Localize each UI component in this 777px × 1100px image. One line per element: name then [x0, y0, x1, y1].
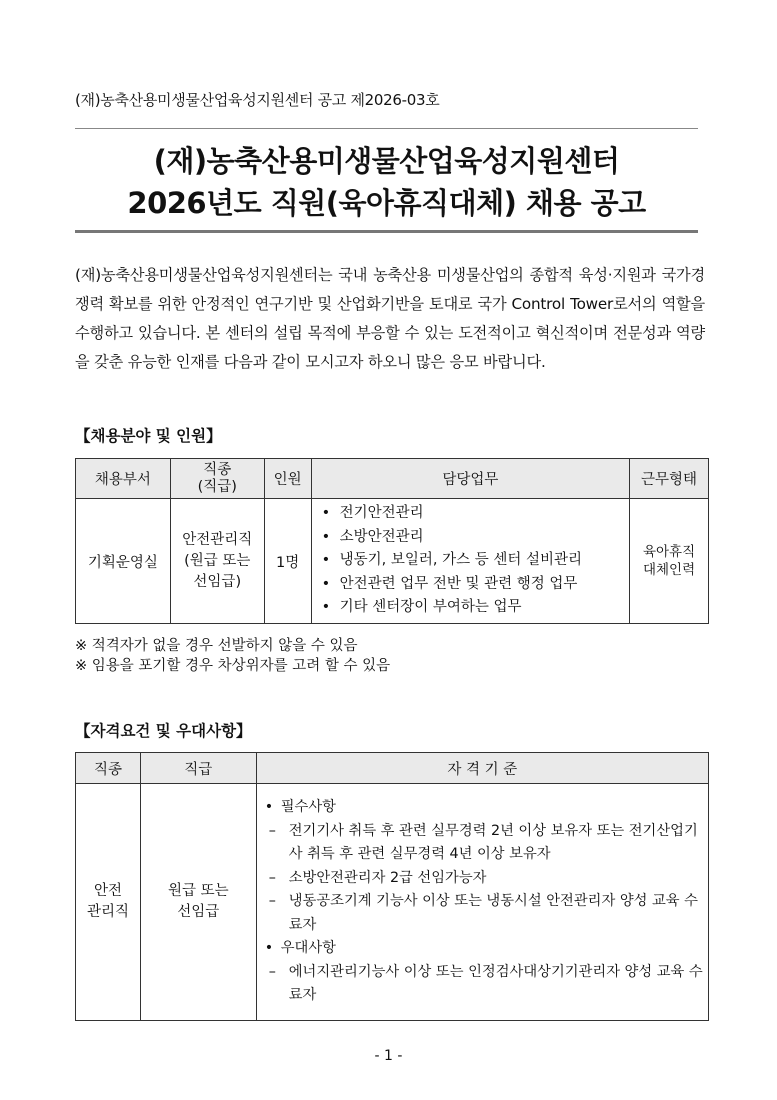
page-number: - 1 -: [374, 1048, 403, 1064]
note-item: ※ 적격자가 없을 경우 선발하지 않을 수 있음: [75, 638, 358, 654]
job-line2: (원급 또는: [184, 552, 251, 569]
work-type-line1: 육아휴직: [642, 544, 696, 560]
duties-list: [312, 502, 629, 620]
required-item: – 냉동공조기계 기능사 이상 또는 냉동시설 안전관리자 양성 교육 수료자: [265, 890, 708, 937]
title-line-1: (재)농축산용미생물산업육성지원센터: [153, 144, 620, 178]
list-item: • 소방안전관리: [322, 526, 629, 550]
job-line3: 선임급): [193, 573, 242, 590]
section-recruitment-title: 【채용분야 및 인원】: [75, 427, 222, 445]
cell-criteria: [256, 784, 708, 1021]
notice-number: (재)농축산용미생물산업육성지원센터 공고 제2026-03호: [75, 91, 440, 109]
job-type-line2: 관리직: [86, 904, 129, 920]
recruitment-table: [75, 458, 709, 624]
header-headcount: 인원: [264, 459, 311, 499]
note-item: ※ 임용을 포기할 경우 차상위자를 고려 할 수 있음: [75, 658, 391, 674]
list-item: • 기타 센터장이 부여하는 업무: [322, 596, 629, 620]
header-department: 채용부서: [76, 459, 171, 499]
list-item: • 전기안전관리: [322, 502, 629, 526]
cell-duties: [311, 499, 629, 624]
required-label: • 필수사항: [265, 796, 708, 820]
list-item: • 안전관련 업무 전반 및 관련 행정 업무: [322, 573, 629, 597]
table-header-row: [76, 753, 709, 784]
list-item: • 냉동기, 보일러, 가스 등 센터 설비관리: [322, 549, 629, 573]
notes: [75, 636, 390, 676]
title-line-2: 2026년도 직원(육아휴직대체) 채용 공고: [127, 186, 646, 220]
required-item: – 소방안전관리자 2급 선임가능자: [265, 867, 708, 891]
cell-job-type: [170, 499, 264, 624]
header-grade: 직급: [140, 753, 256, 784]
table-row: [76, 499, 709, 624]
section-qualification-title: 【자격요건 및 우대사항】: [75, 722, 252, 740]
table-header-row: [76, 459, 709, 499]
title-divider: [75, 230, 698, 233]
grade-line1: 원급 또는: [167, 883, 229, 899]
required-item: – 전기기사 취득 후 관련 실무경력 2년 이상 보유자 또는 전기산업기사 취득 후 관련 실무경력 4년 이상 보유자: [265, 820, 708, 867]
header-job-type: 직종: [76, 753, 141, 784]
qualification-table: [75, 752, 709, 1021]
cell-department: 기획운영실: [76, 499, 171, 624]
preferred-label: • 우대사항: [265, 937, 708, 961]
grade-line2: 선임급: [177, 904, 220, 920]
job-line1: 안전관리직: [182, 531, 253, 548]
intro-paragraph: (재)농축산용미생물산업육성지원센터는 국내 농축산용 미생물산업의 종합적 육성·지원과 국가경쟁력 확보를 위한 안정적인 연구기반 및 산업화기반을 토대로 국가 Control Tower로서의 역할을 수행하고 있습니다. 본 센터의 설립 목적에 부응할 수 있는 도전적이고 혁신적이며 전문성과 역량을 갖춘 유능한 인재를 다음과 같이 모시고자 하오니 많은 응모 바랍니다.: [75, 266, 705, 371]
header-job-type-line1: 직종: [203, 461, 232, 478]
cell-work-type: [630, 499, 709, 624]
work-type-line2: 대체인력: [642, 562, 696, 578]
header-job-type-line2: (직급): [197, 478, 237, 495]
job-type-line1: 안전: [93, 883, 122, 899]
top-divider: [75, 128, 698, 129]
page-title: [75, 140, 698, 224]
cell-job-type: [76, 784, 141, 1021]
cell-headcount: 1명: [264, 499, 311, 624]
table-row: [76, 784, 709, 1021]
header-work-type: 근무형태: [630, 459, 709, 499]
header-criteria: 자 격 기 준: [256, 753, 708, 784]
header-duties: 담당업무: [311, 459, 629, 499]
preferred-item: – 에너지관리기능사 이상 또는 인정검사대상기기관리자 양성 교육 수료자: [265, 961, 708, 1008]
header-job-type: [170, 459, 264, 499]
cell-grade: [140, 784, 256, 1021]
